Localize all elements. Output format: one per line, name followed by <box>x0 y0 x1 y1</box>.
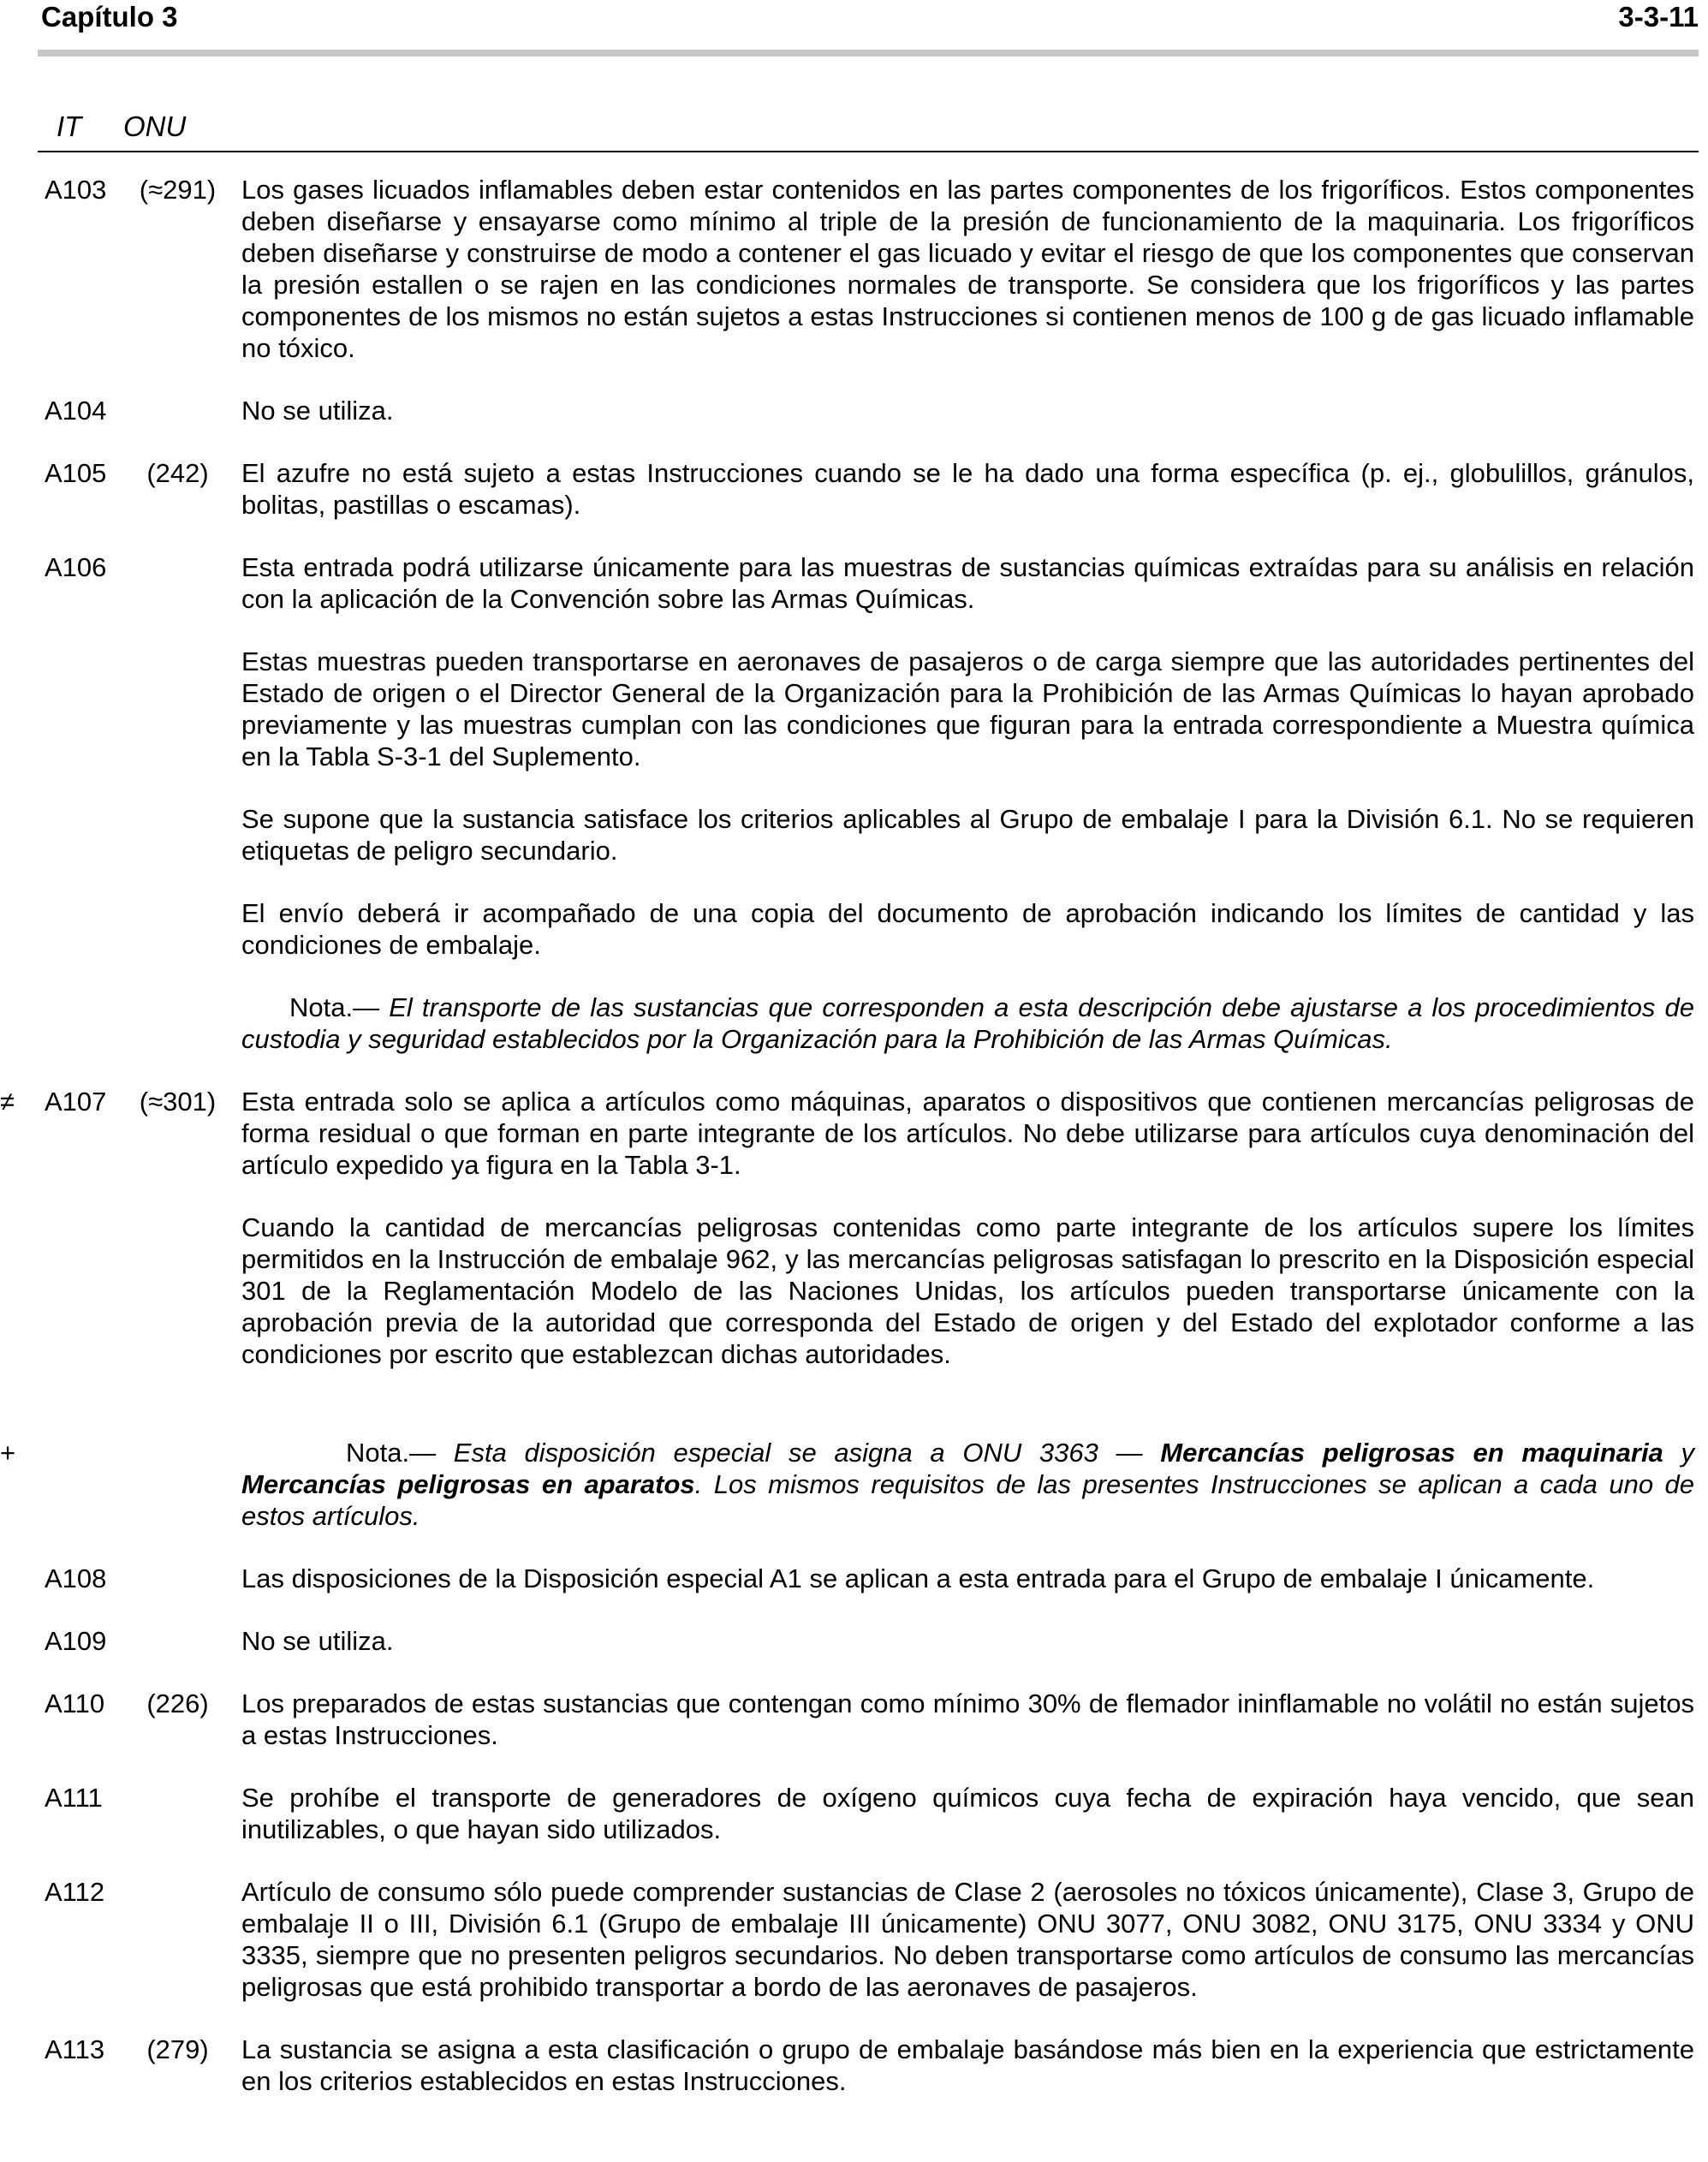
provision-entry <box>0 1876 1708 2003</box>
provision-text <box>241 457 1694 521</box>
note-text: Esta disposición especial se asigna a ONU 3363 — <box>436 1438 1161 1468</box>
paragraph: Los gases licuados inflamables deben estar contenidos en las partes componentes de los frigoríficos. Estos componentes deben diseñarse y ensayarse como mínimo al triple de la presión de funcionamiento de la maquinaria. Los frigoríficos deben diseñarse y construirse de modo a contener el gas licuado y evitar el riesgo de que los componentes que conservan la presión estallen o se rajen en las condiciones normales de transporte. Se considera que los frigoríficos y las partes componentes de los mismos no están sujetos a estas Instrucciones si contienen menos de 100 g de gas licuado inflamable no tóxico. <box>241 175 1694 363</box>
onu-reference: (226) <box>146 1689 209 1718</box>
column-headers <box>38 106 1699 152</box>
provision-text <box>241 1876 1694 2003</box>
special-provisions-list <box>0 174 1708 2128</box>
provision-code: A108 <box>45 1563 107 1593</box>
column-header-onu: ONU <box>123 110 187 142</box>
provision-text <box>241 2034 1694 2097</box>
provision-code: A109 <box>45 1626 107 1656</box>
provision-text <box>241 1563 1694 1594</box>
provision-entry <box>0 457 1708 521</box>
provision-code: A104 <box>45 396 107 426</box>
paragraph: Se prohíbe el transporte de generadores de oxígeno químicos cuya fecha de expiración haya vencido, que sean inutilizables, o que hayan sido utilizados. <box>241 1783 1694 1844</box>
paragraph: Las disposiciones de la Disposición especial A1 se aplican a esta entrada para el Grupo de embalaje I únicamente. <box>241 1563 1595 1593</box>
onu-reference: (242) <box>146 458 209 488</box>
paragraph: Esta entrada solo se aplica a artículos como máquinas, aparatos o dispositivos que contienen mercancías peligrosas de forma residual o que forman en parte integrante de los artículos. No debe utilizarse para artículos cuya denominación del artículo expedido ya figura en la Tabla 3-1. <box>241 1087 1694 1180</box>
page-header <box>38 0 1699 57</box>
provision-text <box>241 174 1694 364</box>
note-label: Nota.— <box>346 1438 437 1468</box>
provision-entry <box>0 1782 1708 1845</box>
provision-code: A111 <box>45 1783 103 1813</box>
amendment-mark: + <box>0 1438 16 1468</box>
provision-code: A103 <box>45 175 107 205</box>
page-number: 3-3-11 <box>1618 1 1699 33</box>
provision-entry <box>0 1625 1708 1657</box>
paragraph: El envío deberá ir acompañado de una copia del documento de aprobación indicando los límites de cantidad y las condiciones de embalaje. <box>241 898 1694 960</box>
column-header-it: IT <box>57 110 82 142</box>
note-text: . Los mismos requisitos de las presentes Instrucciones se aplican a cada uno de estos artículos. <box>241 1469 1694 1531</box>
provision-entry <box>0 2034 1708 2097</box>
provision-text <box>241 1086 1694 1370</box>
provision-entry <box>0 1086 1708 1370</box>
note-bold-term: Mercancías peligrosas en maquinaria <box>1160 1438 1663 1468</box>
provision-code: A112 <box>45 1877 105 1907</box>
provision-text <box>241 395 1694 426</box>
provision-entry <box>0 1563 1708 1594</box>
provision-code: A107 <box>45 1087 107 1117</box>
paragraph: El azufre no está sujeto a estas Instrucciones cuando se le ha dado una forma específica (p. ej., globulillos, gránulos, bolitas, pastillas o escamas). <box>241 458 1694 520</box>
provision-text <box>241 551 1694 1055</box>
provision-code: A113 <box>45 2034 105 2064</box>
provision-text <box>241 1688 1694 1751</box>
provision-entry <box>0 1688 1708 1751</box>
paragraph: Artículo de consumo sólo puede comprender sustancias de Clase 2 (aerosoles no tóxicos únicamente), Clase 3, Grupo de embalaje II o III, División 6.1 (Grupo de embalaje III únicamente) ONU 3077, ONU 3082, ONU 3175, ONU 3334 y ONU 3335, siempre que no presenten peligros secundarios. No deben transportarse como artículos de consumo las mercancías peligrosas que está prohibido transportar a bordo de las aeronaves de pasajeros. <box>241 1877 1694 2002</box>
note-paragraph <box>241 992 1694 1055</box>
paragraph: Estas muestras pueden transportarse en aeronaves de pasajeros o de carga siempre que las autoridades pertinentes del Estado de origen o el Director General de la Organización para la Prohibición de las Armas Químicas lo hayan aprobado previamente y las muestras cumplan con las condiciones que figuran para la entrada correspondiente a Muestra química en la Tabla S-3-1 del Suplemento. <box>241 646 1694 771</box>
provision-text <box>241 1782 1694 1845</box>
onu-reference: (279) <box>146 2034 209 2064</box>
note-text: y <box>1663 1438 1694 1468</box>
provision-text <box>241 1625 1694 1657</box>
provision-entry <box>0 551 1708 1055</box>
paragraph: Los preparados de estas sustancias que contengan como mínimo 30% de flemador ininflamable no volátil no están sujetos a estas Instrucciones. <box>241 1689 1694 1750</box>
paragraph: Esta entrada podrá utilizarse únicamente para las muestras de sustancias químicas extraídas para su análisis en relación con la aplicación de la Convención sobre las Armas Químicas. <box>241 552 1694 614</box>
provision-entry <box>0 395 1708 426</box>
note-label: Nota.— <box>289 992 380 1022</box>
provision-code: A110 <box>45 1689 105 1718</box>
provision-text <box>241 1437 1694 1532</box>
paragraph: No se utiliza. <box>241 1626 394 1656</box>
note-entry <box>0 1437 1708 1532</box>
provision-entry <box>0 174 1708 364</box>
paragraph: La sustancia se asigna a esta clasificación o grupo de embalaje basándose más bien en la experiencia que estrictamente en los criterios establecidos en estas Instrucciones. <box>241 2034 1694 2096</box>
provision-code: A105 <box>45 458 107 488</box>
amendment-mark: ≠ <box>0 1087 15 1117</box>
note-paragraph <box>241 1437 1694 1532</box>
note-bold-term: Mercancías peligrosas en aparatos <box>241 1469 695 1499</box>
onu-reference: (≈291) <box>139 175 217 205</box>
chapter-title: Capítulo 3 <box>41 1 178 33</box>
onu-reference: (≈301) <box>139 1087 217 1117</box>
provision-code: A106 <box>45 552 107 582</box>
paragraph: Cuando la cantidad de mercancías peligrosas contenidas como parte integrante de los artículos supere los límites permitidos en la Instrucción de embalaje 962, y las mercancías peligrosas satisfagan lo prescrito en la Disposición especial 301 de la Reglamentación Modelo de las Naciones Unidas, los artículos pueden transportarse únicamente con la aprobación previa de la autoridad que corresponda del Estado de origen y del Estado del explotador conforme a las condiciones por escrito que establezcan dichas autoridades. <box>241 1212 1694 1369</box>
note-text: El transporte de las sustancias que corresponden a esta descripción debe ajustarse a los procedimientos de custodia y seguridad establecidos por la Organización para la Prohibición de las Armas Químicas. <box>241 992 1694 1054</box>
paragraph: No se utiliza. <box>241 396 394 426</box>
paragraph: Se supone que la sustancia satisface los criterios aplicables al Grupo de embalaje I para la División 6.1. No se requieren etiquetas de peligro secundario. <box>241 804 1694 866</box>
